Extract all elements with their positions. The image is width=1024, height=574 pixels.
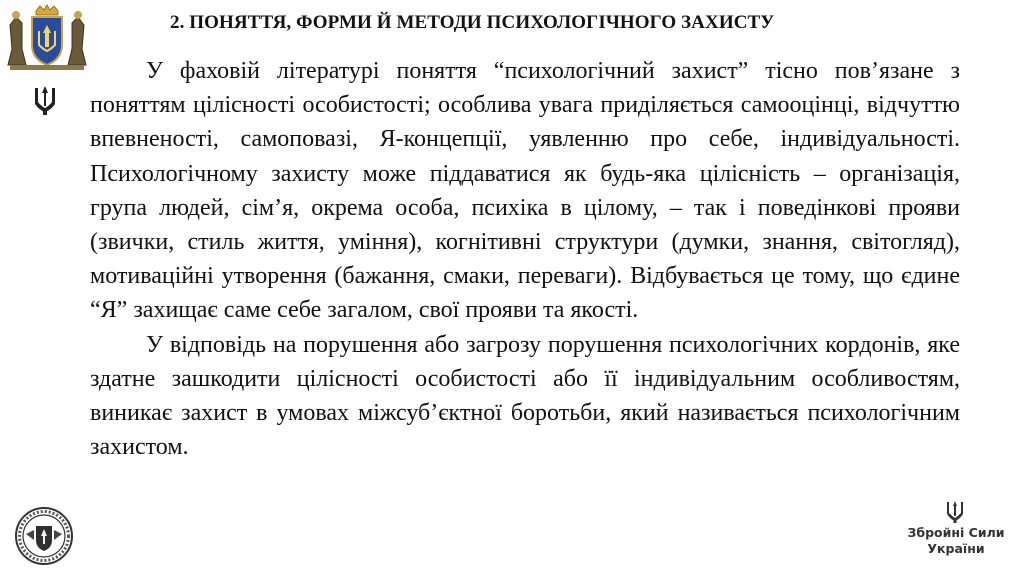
trident-icon — [30, 84, 60, 116]
coat-of-arms-icon — [2, 3, 92, 73]
slide-body — [90, 54, 960, 464]
zsu-trident-icon — [944, 500, 966, 524]
zsu-name — [900, 525, 1012, 557]
coat-of-arms-logo — [2, 3, 92, 73]
zsu-logo — [900, 500, 1012, 564]
department-seal-logo — [12, 506, 76, 566]
department-seal-icon — [12, 506, 76, 566]
paragraph-2: У відповідь на порушення або загрозу порушення психологічних кордонів, яке здатне зашкодити цілісності особистості або її індивідуальним особливостям, виникає захист в умовах міжсуб’єктної боротьби, який називається психологічним захистом. — [90, 331, 960, 461]
slide-title: 2. ПОНЯТТЯ, ФОРМИ Й МЕТОДИ ПСИХОЛОГІЧНОГО ЗАХИСТУ — [170, 12, 775, 33]
zsu-name-line1: Збройні Сили — [907, 525, 1005, 540]
paragraph-1: У фаховій літературі поняття “психологічний захист” тісно пов’язане з поняттям цілісності особистості; особлива увага приділяється самооцінці, відчуттю впевненості, самоповазі, Я-концепції, уявленню про себе, індивідуальності. Психологічному захисту може піддаватися як будь-яка цілісність – організація, група людей, сім’я, окрема особа, психіка в цілому, – так і поведінкові прояви (звички, стиль життя, уміння), когнітивні структури (думки, знання, світогляд), мотиваційні утворення (бажання, смаки, переваги). Відбувається це тому, що єдине “Я” захищає саме себе загалом, свої прояви та якості. — [90, 58, 960, 324]
zsu-name-line2: України — [927, 541, 985, 556]
